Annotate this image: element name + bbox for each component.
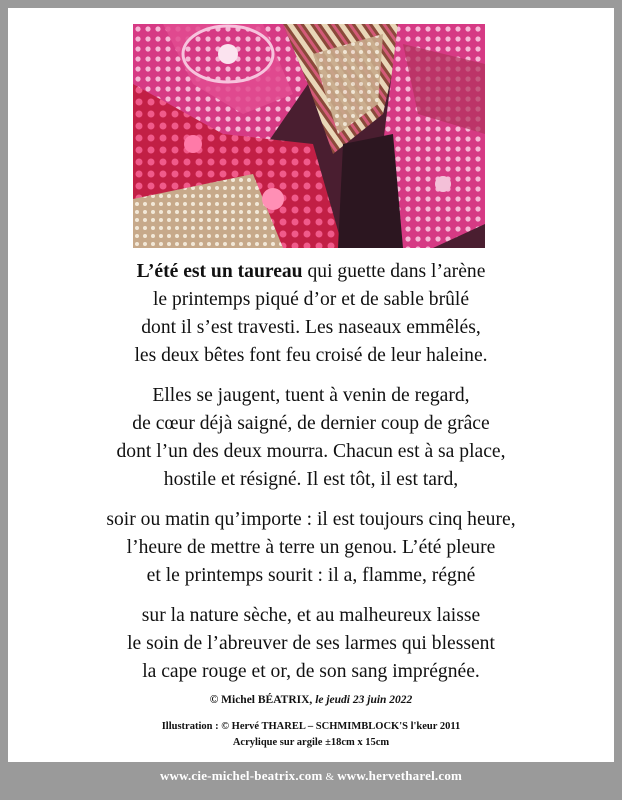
poem-line: de cœur déjà saigné, de dernier coup de grâce xyxy=(132,413,490,434)
poem-line-rest: qui guette dans l’arène xyxy=(302,261,486,282)
author-name: © Michel BÉATRIX, xyxy=(209,694,316,706)
stanza-1 xyxy=(8,258,614,370)
poem-line: les deux bêtes font feu croisé de leur haleine. xyxy=(134,345,488,366)
illustration-image xyxy=(133,24,485,248)
poem-line: le soin de l’abreuver de ses larmes qui blessent xyxy=(127,633,495,654)
poem-line: l’heure de mettre à terre un genou. L’été pleure xyxy=(126,537,496,558)
signature-date: le jeudi 23 juin 2022 xyxy=(315,694,413,706)
author-signature xyxy=(8,694,614,706)
poem-line: le printemps piqué d’or et de sable brûlé xyxy=(152,289,470,310)
ceramic-illustration xyxy=(133,24,485,248)
poem-text xyxy=(8,258,614,698)
poem-line: Elles se jaugent, tuent à venin de regard, xyxy=(152,385,470,406)
footer-ampersand: & xyxy=(322,771,338,783)
poem-line: soir ou matin qu’importe : il est toujours cinq heure, xyxy=(106,509,516,530)
poem-title: L’été est un taureau xyxy=(136,261,303,282)
illustration-credit: Illustration : © Hervé THAREL – SCHMIMBLOCK'S l'keur 2011 xyxy=(161,721,461,732)
poem-line: sur la nature sèche, et au malheureux laisse xyxy=(141,605,481,626)
stanza-4 xyxy=(8,602,614,686)
website-link-illustrator[interactable]: www.hervetharel.com xyxy=(337,768,463,783)
stanza-3 xyxy=(8,506,614,590)
footer-links xyxy=(0,768,622,784)
poem-line: la cape rouge et or, de son sang imprégnée. xyxy=(142,661,480,682)
illustration-medium: Acrylique sur argile ±18cm x 15cm xyxy=(232,737,390,748)
poem-line: et le printemps sourit : il a, flamme, régné xyxy=(146,565,476,586)
poem-line: dont il s’est travesti. Les naseaux emmêlés, xyxy=(141,317,481,338)
poem-line xyxy=(8,258,614,286)
website-link-author[interactable]: www.cie-michel-beatrix.com xyxy=(159,768,323,783)
poem-page xyxy=(8,8,614,762)
poem-line: dont l’un des deux mourra. Chacun est à sa place, xyxy=(116,441,506,462)
illustration-credits xyxy=(8,719,614,751)
poem-line: hostile et résigné. Il est tôt, il est tard, xyxy=(163,469,459,490)
stanza-2 xyxy=(8,382,614,494)
